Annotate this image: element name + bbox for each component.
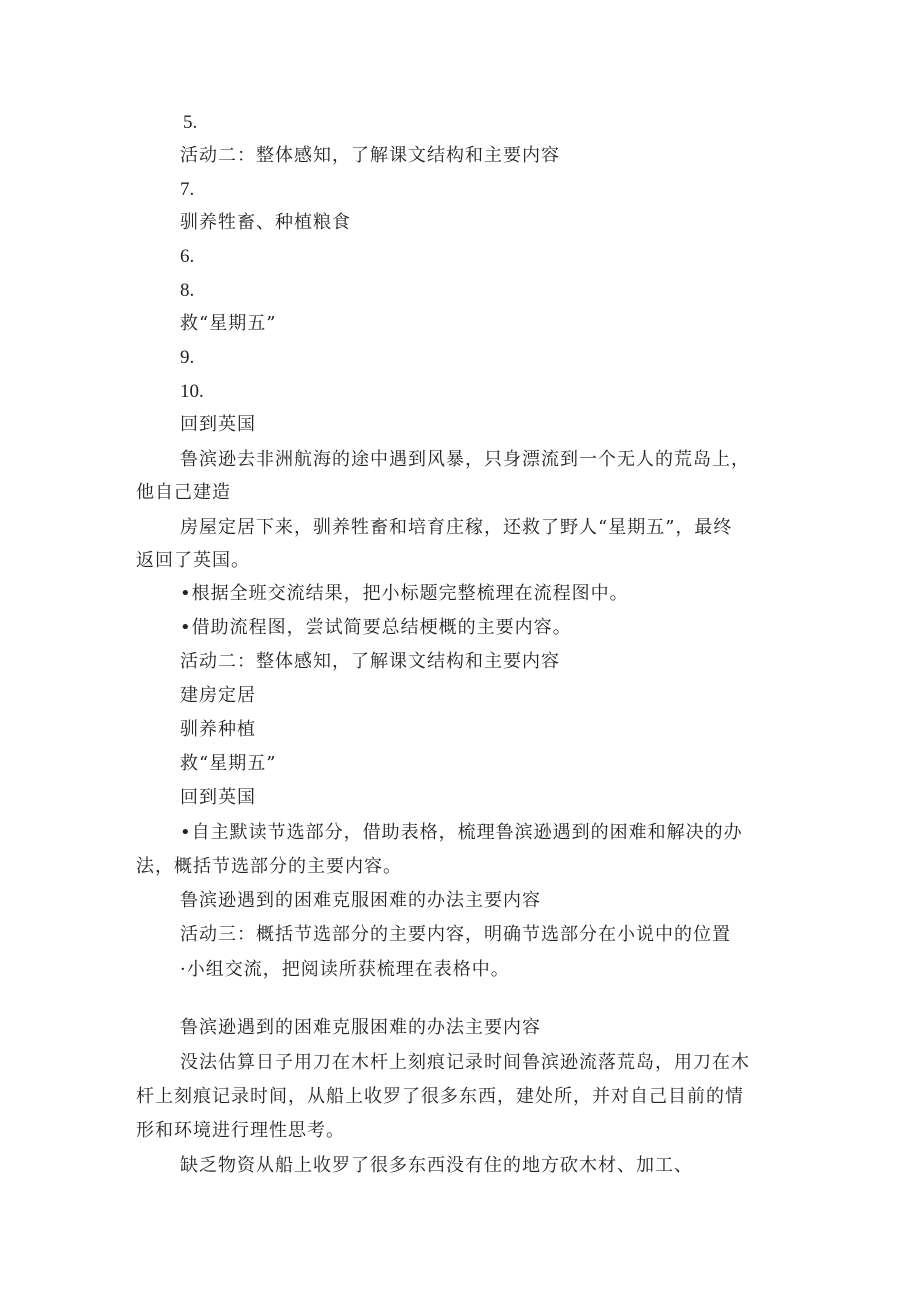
subtitle-item: 回到英国 <box>180 787 256 808</box>
subtitle-item: 救“星期五” <box>180 313 277 334</box>
activity-heading: 活动二：整体感知，了解课文结构和主要内容 <box>180 145 560 166</box>
paragraph-line: 鲁滨逊去非洲航海的途中遇到风暴，只身漂流到一个无人的荒岛上， <box>180 449 750 470</box>
subtitle-item: 驯养牲畜、种植粮食 <box>180 212 351 233</box>
list-number-7: 7. <box>180 179 195 200</box>
paragraph-line: 房屋定居下来，驯养牲畜和培育庄稼，还救了野人“星期五”，最终 <box>180 517 733 538</box>
subtitle-item: 驯养种植 <box>180 719 256 740</box>
bullet-item: ·小组交流，把阅读所获梳理在表格中。 <box>180 959 510 980</box>
list-number-5: 5. <box>183 112 198 133</box>
list-number-8: 8. <box>180 280 195 301</box>
subtitle-item: 回到英国 <box>180 414 256 435</box>
subtitle-item: 建房定居 <box>180 685 256 706</box>
paragraph-line: 没法估算日子用刀在木杆上刻痕记录时间鲁滨逊流落荒岛，用刀在木 <box>180 1052 750 1073</box>
activity-heading: 活动二：整体感知，了解课文结构和主要内容 <box>180 651 560 672</box>
table-header-text: 鲁滨逊遇到的困难克服困难的办法主要内容 <box>180 890 541 911</box>
paragraph-line: 缺乏物资从船上收罗了很多东西没有住的地方砍木材、加工、 <box>180 1155 693 1176</box>
list-number-10: 10. <box>180 381 204 402</box>
paragraph-line: 形和环境进行理性思考。 <box>136 1120 345 1141</box>
paragraph-line: 返回了英国。 <box>136 550 250 571</box>
bullet-item: •根据全班交流结果，把小标题完整梳理在流程图中。 <box>180 583 629 604</box>
paragraph-line: 杆上刻痕记录时间，从船上收罗了很多东西，建处所，并对自己目前的情 <box>136 1086 744 1107</box>
table-header-text: 鲁滨逊遇到的困难克服困难的办法主要内容 <box>180 1017 541 1038</box>
list-number-9: 9. <box>180 347 195 368</box>
paragraph-line: 他自己建造 <box>136 482 231 503</box>
list-number-6: 6. <box>180 246 195 267</box>
activity-heading: 活动三：概括节选部分的主要内容，明确节选部分在小说中的位置 <box>180 924 731 945</box>
bullet-item: •自主默读节选部分，借助表格，梳理鲁滨逊遇到的困难和解决的办 <box>180 822 743 843</box>
bullet-item: •借助流程图，尝试简要总结梗概的主要内容。 <box>180 617 572 638</box>
subtitle-item: 救“星期五” <box>180 753 277 774</box>
bullet-item-continuation: 法，概括节选部分的主要内容。 <box>136 856 402 877</box>
